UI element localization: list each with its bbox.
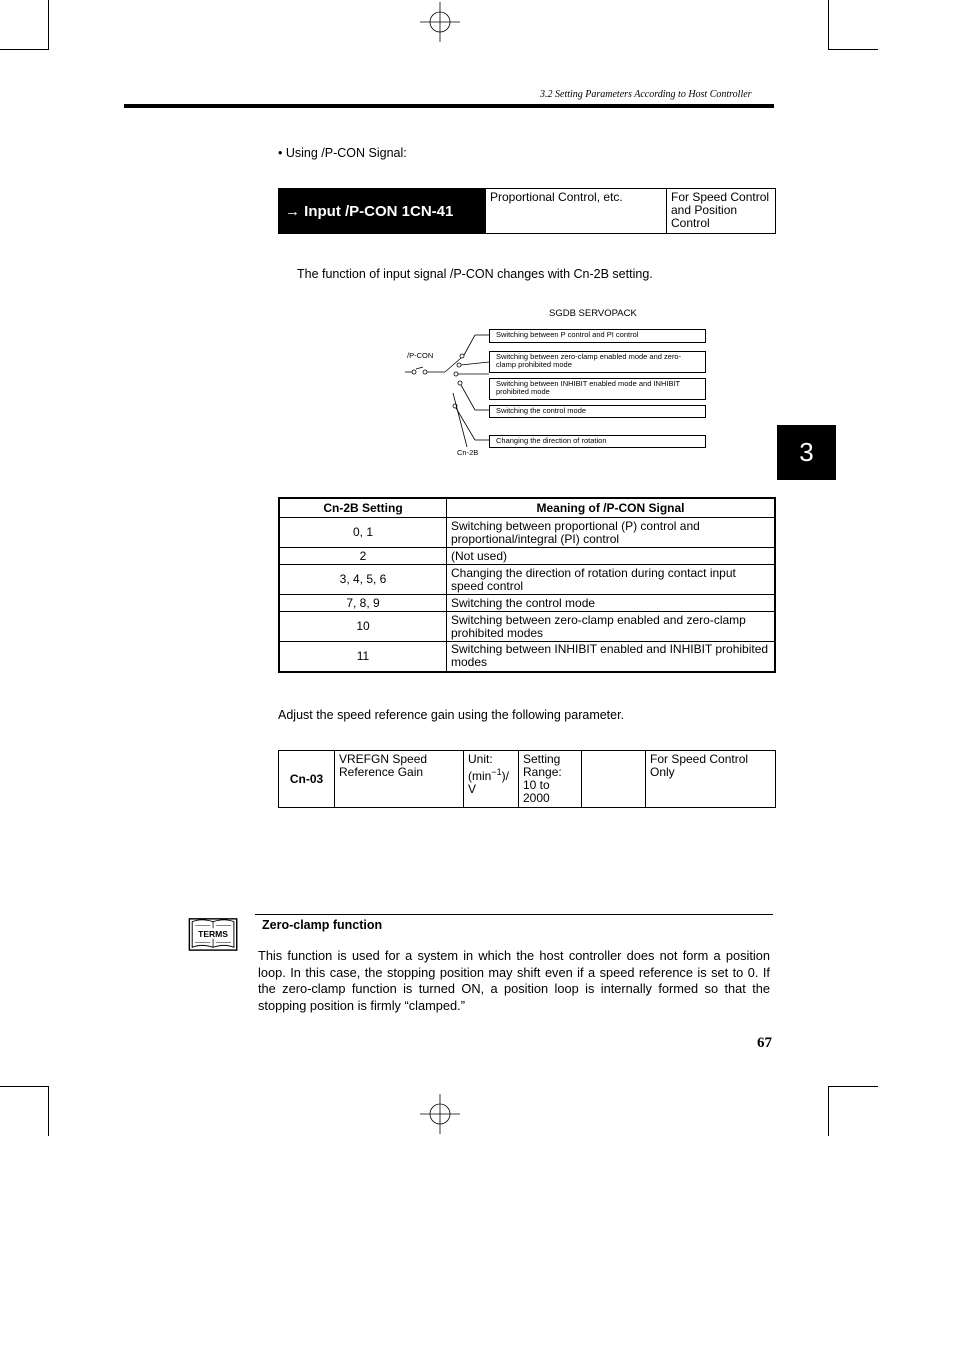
terms-book-icon <box>188 916 240 952</box>
crop-mark <box>0 49 49 50</box>
cn2b-selector-label: Cn-2B <box>457 448 479 457</box>
param-unit-label: Unit: <box>468 752 493 766</box>
table-row <box>279 565 775 595</box>
arrow-icon: → <box>285 202 300 220</box>
function-note: The function of input signal /P-CON changes with Cn-2B setting. <box>297 267 653 281</box>
terms-body: This function is used for a system in which the host controller does not form a position loop. In this case, the stopping position may shift even if a speed reference is set to 0. If the zero-clamp function is turned ON, a position loop is internally formed so that the stopping position is firmly “clamped.” <box>258 948 770 1013</box>
page-number: 67 <box>757 1035 772 1051</box>
signal-title-cell <box>279 189 486 234</box>
param-applies-to: For Speed Control Only <box>646 751 776 808</box>
column-header: Meaning of /P-CON Signal <box>447 498 776 518</box>
diagram-box: Switching between P control and PI control <box>489 329 706 343</box>
pcon-input-label: /P-CON <box>407 351 434 360</box>
setting-cell: 2 <box>279 548 447 565</box>
setting-cell: 7, 8, 9 <box>279 595 447 612</box>
meaning-cell: Changing the direction of rotation during contact input speed control <box>447 565 776 595</box>
meaning-cell: (Not used) <box>447 548 776 565</box>
param-unit-cell <box>464 751 519 808</box>
param-range-cell <box>519 751 582 808</box>
meaning-cell: Switching between proportional (P) control and proportional/integral (PI) control <box>447 518 776 548</box>
table-row <box>279 518 775 548</box>
table-row <box>279 548 775 565</box>
param-range-value: 10 to 2000 <box>523 778 550 805</box>
signal-description: Proportional Control, etc. <box>486 189 667 234</box>
intro-bullet: • Using /P-CON Signal: <box>278 146 407 160</box>
crop-mark <box>48 0 49 50</box>
gain-note: Adjust the speed reference gain using the following parameter. <box>278 708 625 722</box>
diagram-box: Switching the control mode <box>489 405 706 418</box>
switch-diagram <box>395 325 495 455</box>
crop-mark <box>828 1086 878 1087</box>
param-range-label: Setting Range: <box>523 752 562 779</box>
diagram-box: Switching between zero-clamp enabled mode and zero-clamp prohibited mode <box>489 351 706 373</box>
crop-mark <box>48 1086 49 1136</box>
meaning-cell: Switching the control mode <box>447 595 776 612</box>
crop-mark <box>828 0 829 50</box>
chapter-tab: 3 <box>777 425 836 480</box>
param-name: VREFGN Speed Reference Gain <box>335 751 464 808</box>
header-rule <box>124 104 774 108</box>
meaning-cell: Switching between INHIBIT enabled and INHIBIT prohibited modes <box>447 642 776 672</box>
crop-mark <box>0 1086 49 1087</box>
registration-mark-bottom <box>420 1094 460 1134</box>
setting-cell: 3, 4, 5, 6 <box>279 565 447 595</box>
servopack-label: SGDB SERVOPACK <box>549 308 637 319</box>
diagram-box: Switching between INHIBIT enabled mode and INHIBIT prohibited mode <box>489 378 706 400</box>
signal-box <box>278 188 776 234</box>
running-header: 3.2 Setting Parameters According to Host Controller <box>540 89 752 100</box>
table-row <box>279 612 775 642</box>
diagram-box: Changing the direction of rotation <box>489 435 706 448</box>
registration-mark-top <box>420 2 460 42</box>
cn03-parameter-table <box>278 750 776 808</box>
column-header: Cn-2B Setting <box>279 498 447 518</box>
terms-title: Zero-clamp function <box>262 918 383 932</box>
param-unit-value: $(\min^{-1})/$ V <box>468 767 509 796</box>
setting-cell: 0, 1 <box>279 518 447 548</box>
setting-cell: 11 <box>279 642 447 672</box>
terms-rule <box>255 914 773 915</box>
table-row <box>279 595 775 612</box>
param-default <box>582 751 646 808</box>
meaning-cell: Switching between zero-clamp enabled and zero-clamp prohibited modes <box>447 612 776 642</box>
param-code: Cn-03 <box>279 751 335 808</box>
signal-applies-to: For Speed Control and Position Control <box>667 189 776 234</box>
crop-mark <box>828 49 878 50</box>
signal-title: Input /P-CON 1CN-41 <box>304 202 454 220</box>
crop-mark <box>828 1086 829 1136</box>
svg-text:TERMS: TERMS <box>198 928 228 939</box>
setting-cell: 10 <box>279 612 447 642</box>
table-row <box>279 642 775 672</box>
cn2b-meaning-table <box>278 497 776 673</box>
